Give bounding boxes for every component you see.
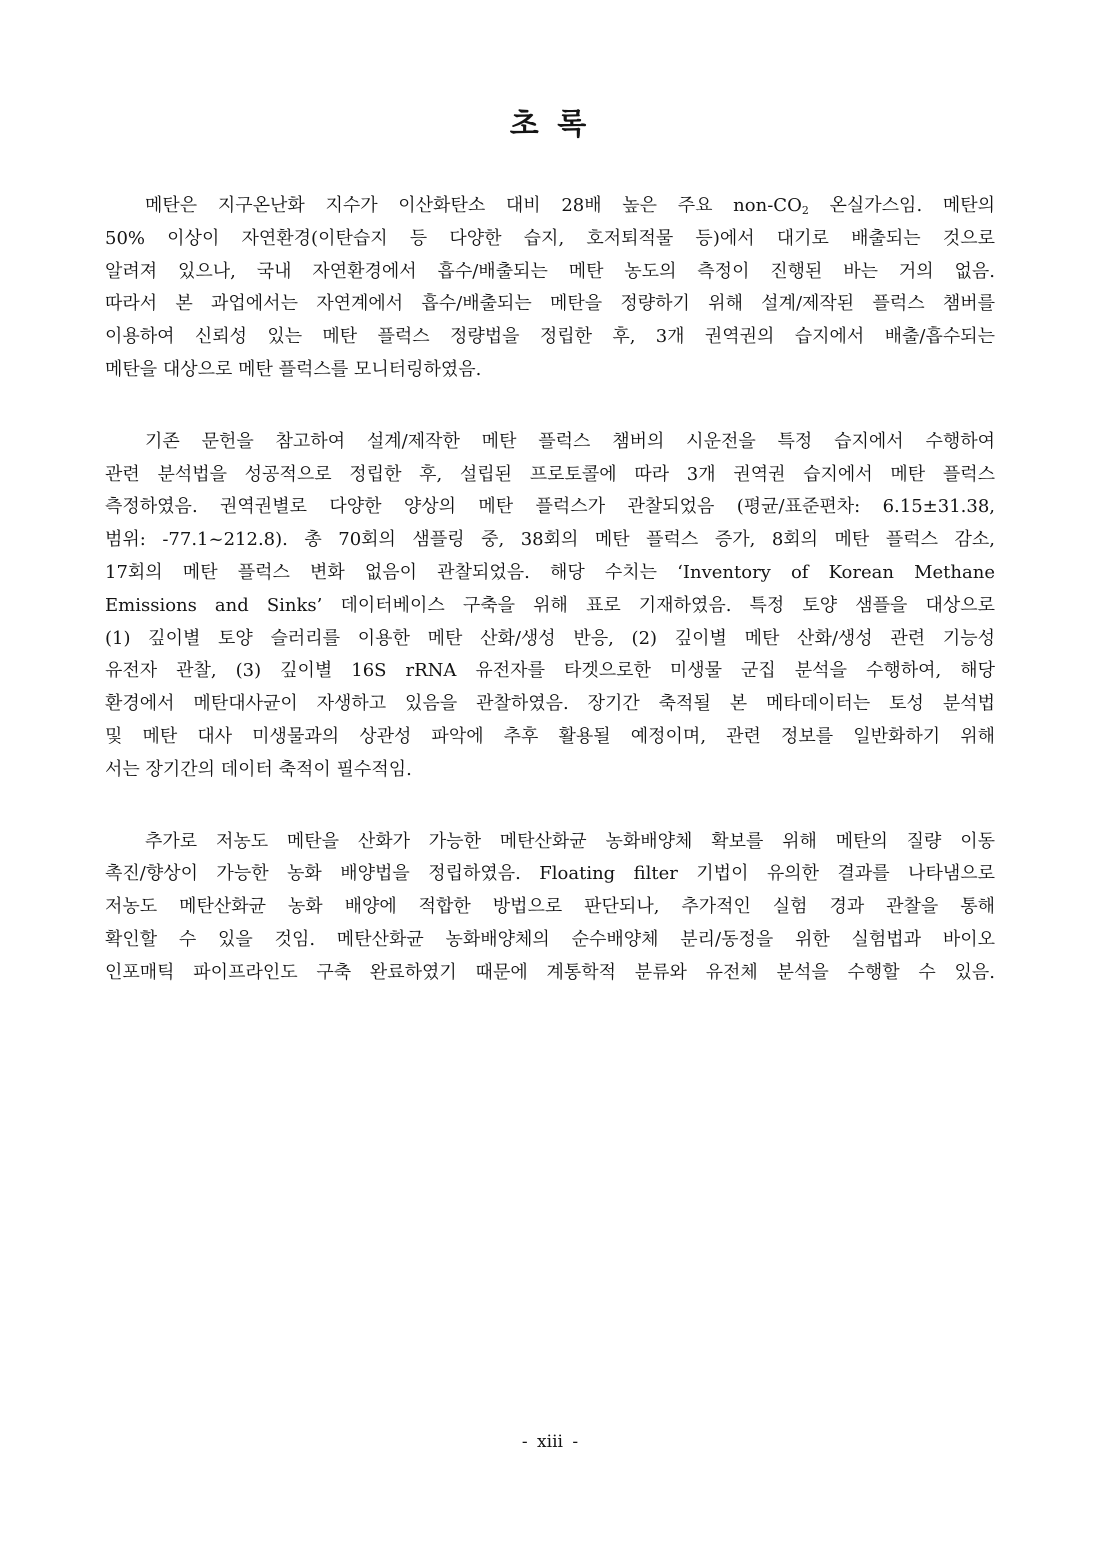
paragraph-line: 인포매틱 파이프라인도 구축 완료하였기 때문에 계통학적 분류와 유전체 분석을 수행할 수 있음. — [105, 961, 995, 983]
paragraph-line: 범위: -77.1~212.8). 총 70회의 샘플링 중, 38회의 메탄 플럭스 증가, 8회의 메탄 플럭스 감소, — [105, 529, 995, 551]
paragraph-line: (1) 깊이별 토양 슬러리를 이용한 메탄 산화/생성 반응, (2) 깊이별 메탄 산화/생성 관련 기능성 — [105, 627, 995, 649]
paragraph-line: 서는 장기간의 데이터 축적이 필수적임. — [105, 758, 412, 780]
paragraph-line: 메탄을 대상으로 메탄 플럭스를 모니터링하였음. — [105, 358, 482, 380]
line-text: 온실가스임. 메탄의 — [808, 195, 995, 216]
paragraph-line: 관련 분석법을 성공적으로 정립한 후, 설립된 프로토콜에 따라 3개 권역권 습지에서 메탄 플럭스 — [105, 463, 995, 485]
paragraph-line: 및 메탄 대사 미생물과의 상관성 파악에 추후 활용될 예정이며, 관련 정보를 일반화하기 위해 — [105, 725, 995, 747]
paragraph-line: 환경에서 메탄대사균이 자생하고 있음을 관찰하였음. 장기간 축적될 본 메타데이터는 토성 분석법 — [105, 693, 995, 715]
paragraph-line: 기존 문헌을 참고하여 설계/제작한 메탄 플럭스 챔버의 시운전을 특정 습지에서 수행하여 — [145, 430, 995, 452]
subscript-text: 2 — [801, 204, 809, 217]
paragraph-line: 알려져 있으나, 국내 자연환경에서 흡수/배출되는 메탄 농도의 측정이 진행된 바는 거의 없음. — [105, 260, 995, 282]
paragraph-line: 유전자 관찰, (3) 깊이별 16S rRNA 유전자를 타겟으로한 미생물 군집 분석을 수행하여, 해당 — [105, 660, 995, 682]
paragraph-line: 50% 이상이 자연환경(이탄습지 등 다양한 습지, 호저퇴적물 등)에서 대기로 배출되는 것으로 — [105, 227, 995, 249]
abstract-paragraph-3 — [105, 826, 995, 990]
page-number: - xiii - — [521, 1432, 579, 1452]
paragraph-line: 저농도 메탄산화균 농화 배양에 적합한 방법으로 판단되나, 추가적인 실험 경과 관찰을 통해 — [105, 896, 995, 918]
paragraph-line: 확인할 수 있을 것임. 메탄산화균 농화배양체의 순수배양체 분리/동정을 위한 실험법과 바이오 — [105, 928, 995, 950]
paragraph-line: 이용하여 신뢰성 있는 메탄 플럭스 정량법을 정립한 후, 3개 권역권의 습지에서 배출/흡수되는 — [105, 326, 995, 348]
paragraph-line — [105, 190, 995, 223]
paragraph-line: 측정하였음. 권역권별로 다양한 양상의 메탄 플럭스가 관찰되었음 (평균/표준편차: 6.15±31.38, — [105, 496, 995, 518]
abstract-body — [105, 190, 995, 990]
paragraph-line: 따라서 본 과업에서는 자연계에서 흡수/배출되는 메탄을 정량하기 위해 설계/제작된 플럭스 챔버를 — [105, 293, 995, 315]
paragraph-line: 17회의 메탄 플럭스 변화 없음이 관찰되었음. 해당 수치는 ‘Inventory of Korean Methane — [105, 561, 995, 583]
line-text: 메탄은 지구온난화 지수가 이산화탄소 대비 28배 높은 주요 non-CO — [145, 195, 802, 216]
page-title: 초 록 — [509, 107, 591, 142]
paragraph-line: 촉진/향상이 가능한 농화 배양법을 정립하였음. Floating filter 기법이 유의한 결과를 나타냄으로 — [105, 863, 995, 885]
paragraph-line: Emissions and Sinks’ 데이터베이스 구축을 위해 표로 기재하였음. 특정 토양 샘플을 대상으로 — [105, 594, 995, 616]
abstract-paragraph-1 — [105, 190, 995, 387]
abstract-paragraph-2 — [105, 426, 995, 787]
paragraph-line: 추가로 저농도 메탄을 산화가 가능한 메탄산화균 농화배양체 확보를 위해 메탄의 질량 이동 — [145, 830, 995, 852]
